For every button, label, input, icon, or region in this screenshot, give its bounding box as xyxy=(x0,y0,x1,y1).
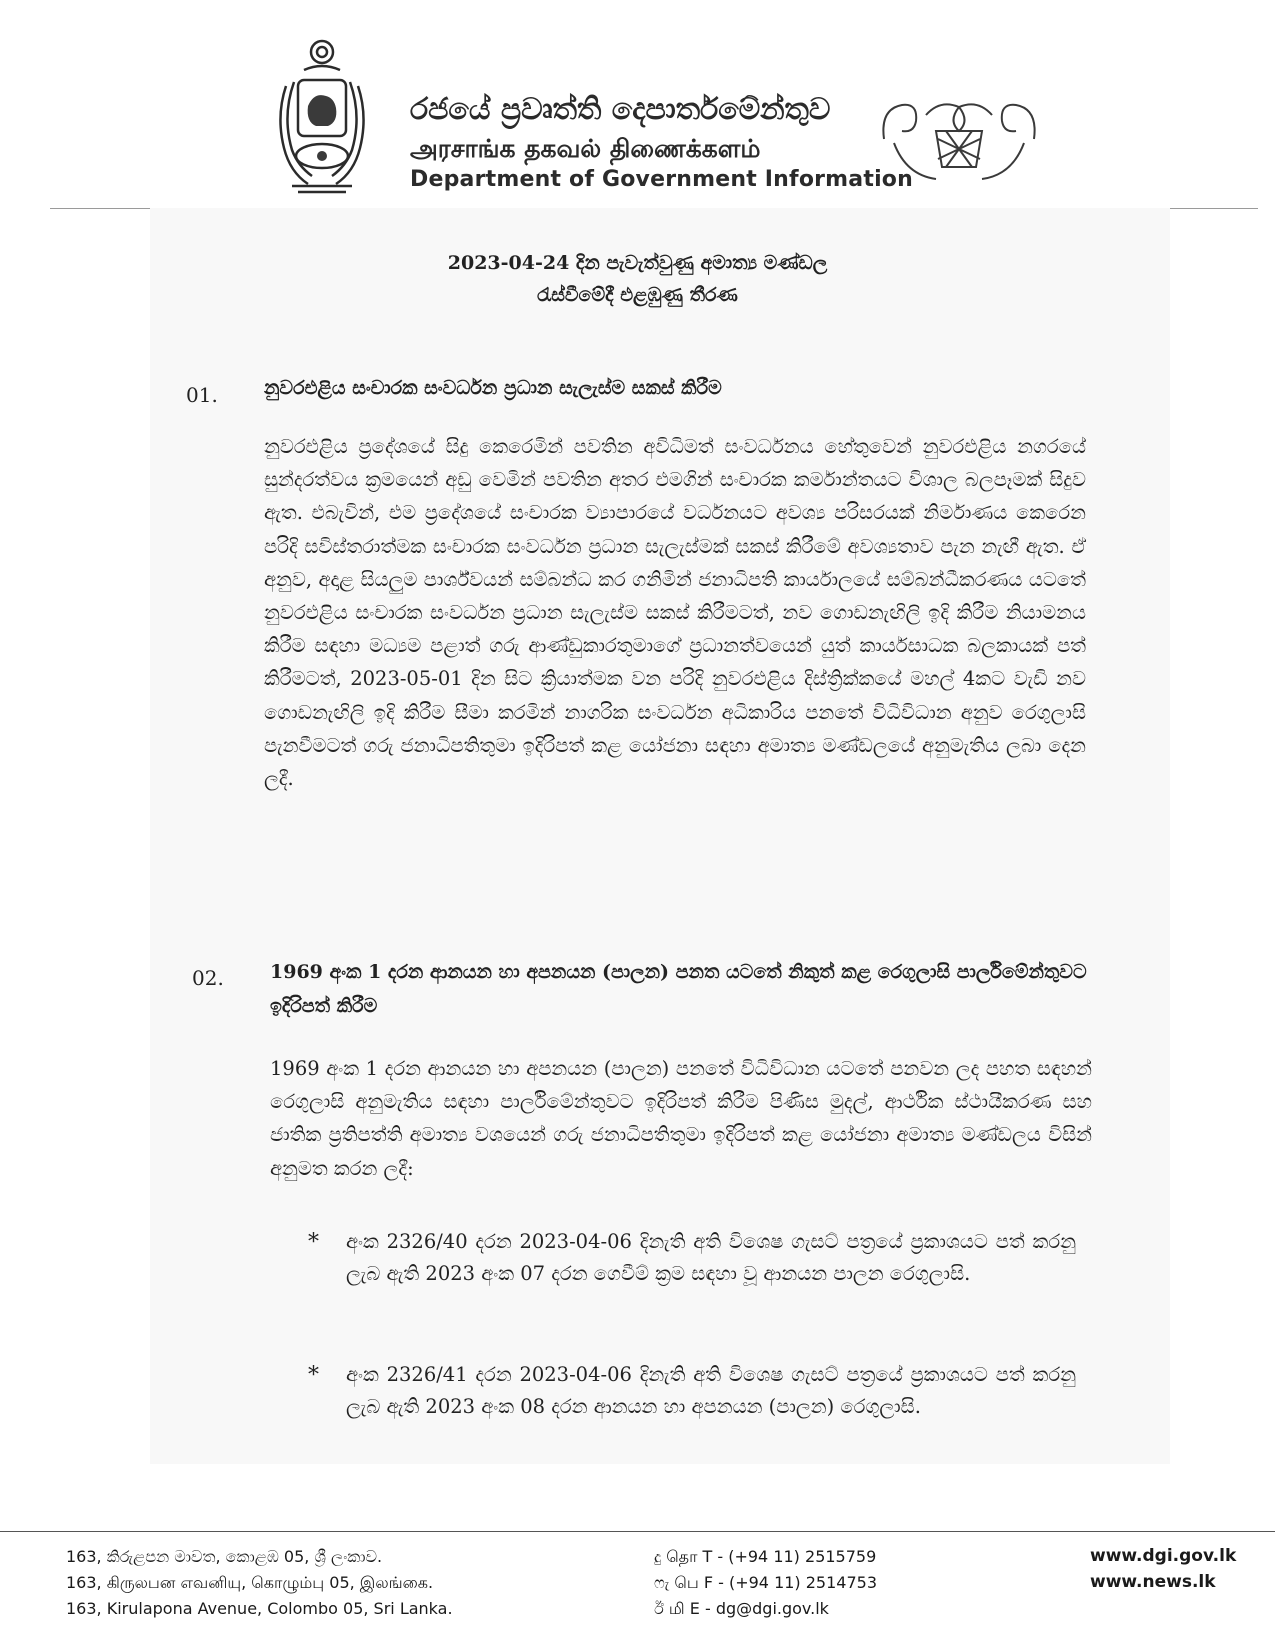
footer-email: ඊ மி E - dg@dgi.gov.lk xyxy=(654,1599,829,1618)
footer-website-link[interactable]: www.news.lk xyxy=(1090,1572,1216,1592)
department-name-english: Department of Government Information xyxy=(410,167,913,192)
footer-address-tamil: 163, கிருலபன எவனியு, கொழும்பு 05, இலங்கை. xyxy=(66,1573,434,1592)
bullet-item: අංක 2326/40 දරන 2023-04-06 දිනැති අති විශෙෂ ගැසට් පත්‍රයේ ප්‍රකාශයට පත් කරනු ලැබ ඇති 2023 අංක 07 දරන ගෙවීම් ක්‍රම සඳහා වූ ආනයන පාලන රෙගුලාසි. xyxy=(346,1230,1076,1285)
section-title: 1969 අංක 1 දරන ආනයන හා අපනයන (පාලන) පනත යටතේ නිකුත් කළ රෙගුලාසි පාර්ලිමේන්තුවට ඉදිරිපත් කිරීම xyxy=(270,961,1087,1017)
section-number: 02. xyxy=(192,966,224,990)
document-heading-line2: රැස්වීමේදී එළඹුණු තීරණ xyxy=(537,284,738,306)
document-heading-line1: 2023-04-24 දින පැවැත්වුණු අමාත්‍ය මණ්ඩල xyxy=(447,252,828,274)
section-body: 1969 අංක 1 දරන ආනයන හා අපනයන (පාලන) පනතේ විධිවිධාන යටතේ පනවන ලද පහත සඳහන් රෙගුලාසි අනුමැතිය සඳහා පාර්ලිමේන්තුවට ඉදිරිපත් කිරීම පිණිස මුදල්, ආර්ථික ස්ථායීකරණ සහ ජාතික ප්‍රතිපත්ති අමාත්‍ය වශයෙන් ගරු ජනාධිපතිතුමා ඉදිරිපත් කළ යෝජනා අමාත්‍ය මණ්ඩලය විසින් අනුමත කරන ලදී: xyxy=(270,1057,1092,1180)
footer-website-link[interactable]: www.dgi.gov.lk xyxy=(1090,1546,1237,1566)
footer-rule xyxy=(0,1531,1275,1532)
footer-fax: ෆැ பெ F - (+94 11) 2514753 xyxy=(654,1573,878,1592)
section-title: නුවරඑළිය සංචාරක සංවර්ධන ප්‍රධාන සැලැස්ම සකස් කිරීම xyxy=(264,377,722,399)
header-rule-right xyxy=(1170,208,1258,209)
department-name-sinhala: රජයේ ප්‍රවෘත්ති දෙපාර්තමේන්තුව xyxy=(410,92,831,127)
bullet-marker: * xyxy=(308,1363,319,1388)
footer-address-english: 163, Kirulapona Avenue, Colombo 05, Sri Lanka. xyxy=(66,1599,453,1618)
bullet-item: අංක 2326/41 දරන 2023-04-06 දිනැති අති විශෙෂ ගැසට් පත්‍රයේ ප්‍රකාශයට පත් කරනු ලැබ ඇති 2023 අංක 08 දරන ආනයන හා අපනයන (පාලන) රෙගුලාසි. xyxy=(346,1363,1076,1418)
header-rule-left xyxy=(50,208,150,209)
department-name-tamil: அரசாங்க தகவல் திணைக்களம் xyxy=(410,134,761,163)
footer-address-sinhala: 163, කිරුළපන මාවත, කොළඹ 05, ශ්‍රී ලංකාව. xyxy=(66,1547,383,1566)
bullet-marker: * xyxy=(308,1230,319,1255)
liyawela-ornament-icon xyxy=(876,95,1042,187)
section-body: නුවරඑළිය ප්‍රදේශයේ සිදු කෙරෙමින් පවතින අවිධිමත් සංවර්ධනය හේතුවෙන් නුවරඑළිය නගරයේ සුන්දරත්වය ක්‍රමයෙන් අඩු වෙමින් පවතින අතර එමගින් සංචාරක කර්මාන්තයට විශාල බලපෑමක් සිදුව ඇත. එබැවින්, එම ප්‍රදේශයේ සංචාරක ව්‍යාපාරයේ වර්ධනයට අවශ්‍ය පරිසරයක් නිර්මාණය කෙරෙන පරිදි සවිස්තරාත්මක සංචාරක සංවර්ධන ප්‍රධාන සැලැස්මක් සකස් කිරීමේ අවශ්‍යතාව පැන නැඟී ඇත. ඒ අනුව, අදාළ සියලුම පාර්ශ්වයන් සම්බන්ධ කර ගනිමින් ජනාධිපති කාර්යාලයේ සම්බන්ධීකරණය යටතේ නුවරඑළිය සංචාරක සංවර්ධන ප්‍රධාන සැලැස්ම සකස් කිරීමටත්, නව ගොඩනැඟිලි ඉදි කිරීම නියාමනය කිරීම සඳහා මධ්‍යම පළාත් ගරු ආණ්ඩුකාරතුමාගේ ප්‍රධානත්වයෙන් යුත් කාර්යසාධක බලකායක් පත් කිරීමටත්, 2023-05-01 දින සිට ක්‍රියාත්මක වන පරිදි නුවරඑළිය දිස්ත්‍රික්කයේ මහල් 4කට වැඩි නව ගොඩනැඟිලි ඉදි කිරීම සීමා කරමින් නාගරික සංවර්ධන අධිකාරිය පනතේ විධිවිධාන අනුව රෙගුලාසි පැනවීමටත් ගරු ජනාධිපතිතුමා ඉදිරිපත් කළ යෝජනා සඳහා අමාත්‍ය මණ්ඩලයේ අනුමැතිය ලබා දෙන ලදී. xyxy=(264,435,1086,791)
sri-lanka-emblem-icon xyxy=(268,36,376,196)
footer-phone: දු தொ T - (+94 11) 2515759 xyxy=(654,1547,877,1566)
section-number: 01. xyxy=(186,383,218,407)
